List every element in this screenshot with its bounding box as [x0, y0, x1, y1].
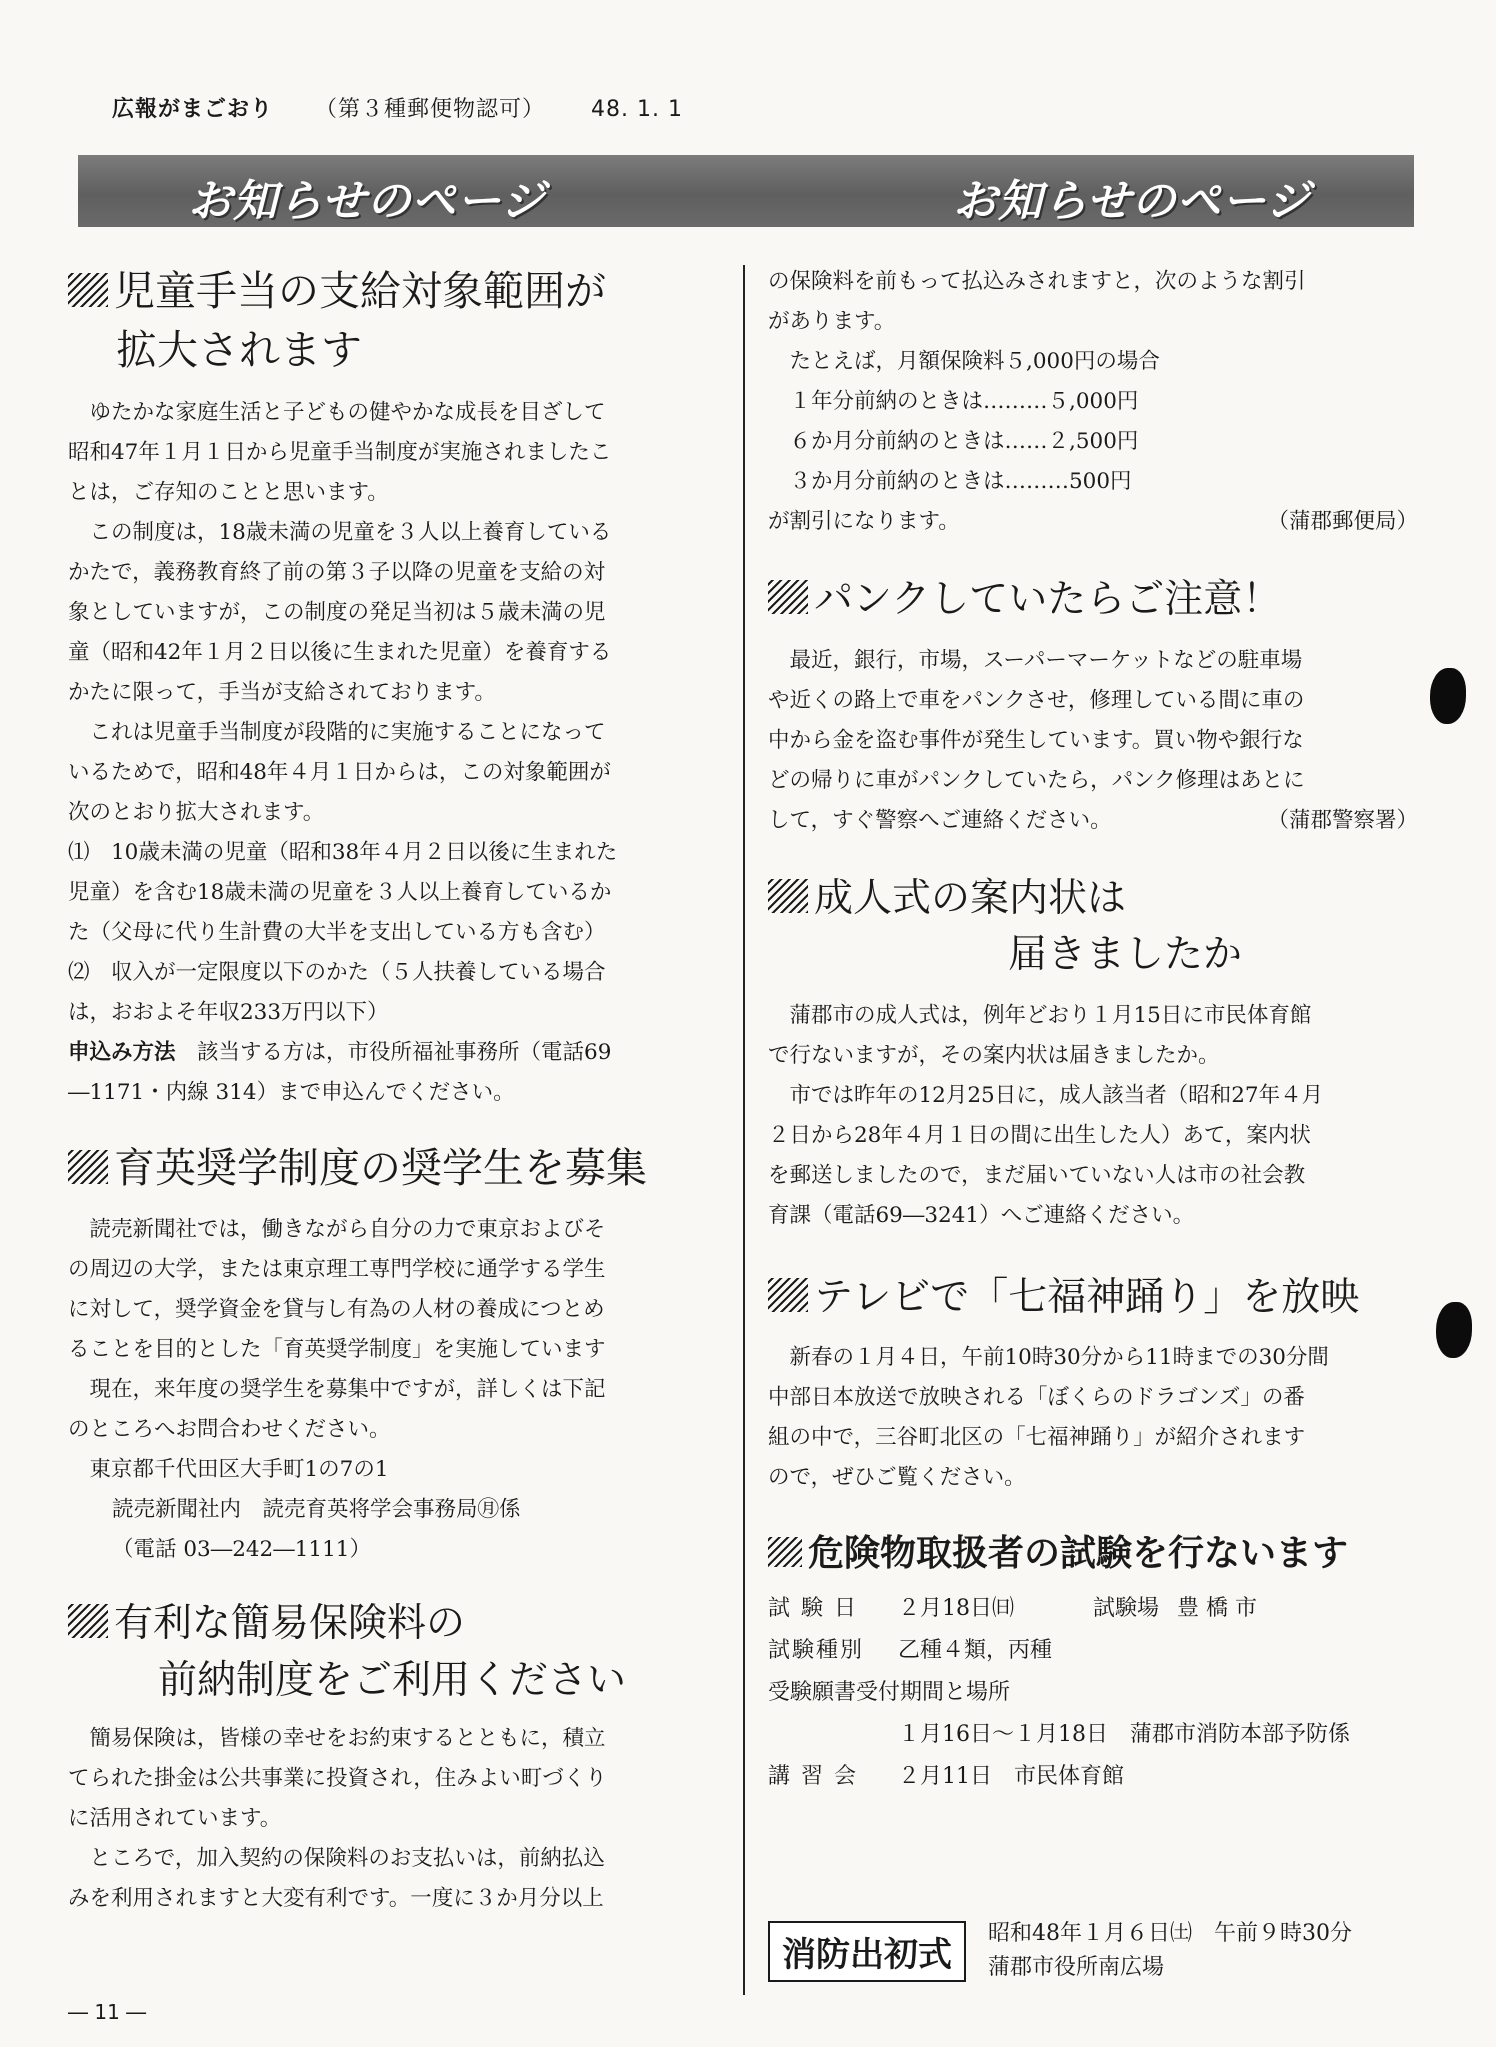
punch-hole-mark	[1430, 668, 1466, 724]
article-body	[68, 1719, 713, 1919]
exam-course-row	[768, 1756, 1418, 1798]
exam-date-label: 試 験 日	[768, 1596, 858, 1622]
body-line: 蒲郡市の成人式は，例年どおり１月15日に市民体育館	[789, 1002, 1312, 1028]
left-column	[68, 262, 713, 1919]
body-line: の保険料を前もって払込みされますと，次のような割引	[768, 269, 1306, 294]
exam-type-row	[768, 1630, 1418, 1672]
article-title	[768, 871, 1418, 984]
body-line: は，おおよそ年収233万円以下）	[68, 999, 389, 1025]
article-body	[768, 996, 1418, 1236]
banner-title-left: お知らせのページ	[188, 176, 546, 227]
punch-hole-mark	[1436, 1302, 1472, 1358]
article-hazmat-exam	[768, 1528, 1418, 1798]
body-line: 読売新聞社では，働きながら自分の力で東京およびそ	[89, 1217, 606, 1243]
body-line: 昭和47年１月１日から児童手当制度が実施されましたこ	[68, 439, 612, 465]
title-line-1: 育英奨学制度の奨学生を募集	[114, 1143, 647, 1192]
body-line: 市では昨年の12月25日に，成人該当者（昭和27年４月	[789, 1082, 1324, 1108]
exam-period-value: １月16日～１月18日 蒲郡市消防本部予防係	[898, 1722, 1350, 1748]
body-line: ―1171・内線 314）まで申込んでください。	[68, 1079, 515, 1105]
body-line: 童（昭和42年１月２日以後に生まれた児童）を養育する	[68, 639, 612, 665]
body-line: の周辺の大学，または東京理工専門学校に通学する学生	[68, 1257, 606, 1283]
phone-line: （電話 03―242―1111）	[112, 1537, 371, 1563]
body-line: 育課（電話69―3241）へご連絡ください。	[768, 1202, 1195, 1228]
exam-course-label: 講 習 会	[768, 1764, 858, 1790]
body-line: 現在，来年度の奨学生を募集中ですが，詳しくは下記	[89, 1377, 606, 1403]
body-line: ることを目的とした「育英奨学制度」を実施しています	[68, 1337, 606, 1363]
exam-place-value: 豊 橋 市	[1177, 1596, 1258, 1622]
body-line: ところで，加入契約の保険料のお支払いは，前納払込	[89, 1846, 605, 1872]
exam-period-value-row	[768, 1714, 1418, 1756]
body-line: 象としていますが，この制度の発足当初は５歳未満の児	[68, 599, 606, 625]
newsletter-title: 広報がまごおり	[112, 97, 274, 122]
body-line: があります。	[768, 309, 896, 334]
hatch-mark-icon	[68, 1150, 108, 1184]
exam-place-label: 試験場	[1093, 1596, 1160, 1622]
body-line: いるためで，昭和48年４月１日からは，この対象範囲が	[68, 759, 611, 785]
article-body	[68, 1210, 713, 1570]
article-title	[68, 1596, 713, 1709]
body-line: のところへお問合わせください。	[68, 1417, 391, 1443]
ceremony-datetime: 昭和48年１月６日㈯ 午前９時30分	[988, 1921, 1352, 1946]
body-line: に活用されています。	[68, 1806, 282, 1832]
body-line: この制度は，18歳未満の児童を３人以上養育している	[89, 519, 612, 545]
hatch-mark-icon	[768, 879, 808, 913]
body-line: かたで，義務教育終了前の第３子以降の児童を支給の対	[68, 559, 606, 585]
address-line: 東京都千代田区大手町1の7の1	[89, 1457, 389, 1483]
body-line: ⑵ 収入が一定限度以下のかた（５人扶養している場合	[68, 959, 606, 985]
body-line: ゆたかな家庭生活と子どもの健やかな成長を目ざして	[89, 399, 606, 425]
body-line: 児童）を含む18歳未満の児童を３人以上養育しているか	[68, 879, 612, 905]
body-line: 中部日本放送で放映される「ぼくらのドラゴンズ」の番	[768, 1385, 1305, 1411]
body-line: 簡易保険は，皆様の幸せをお約束するとともに，積立	[89, 1726, 606, 1752]
article-coming-of-age	[768, 871, 1418, 1236]
exam-date-row	[768, 1588, 1418, 1630]
body-line	[768, 801, 1418, 841]
title-line-1: テレビで「七福神踊り」を放映	[814, 1274, 1360, 1320]
title-line-1: 有利な簡易保険料の	[114, 1601, 466, 1647]
body-line: とは，ご存知のことと思います。	[68, 479, 389, 505]
right-column	[768, 262, 1418, 1798]
hatch-mark-icon	[768, 580, 808, 614]
exam-type-label: 試験種別	[768, 1638, 865, 1664]
title-line-1: 危険物取扱者の試験を行ないます	[808, 1533, 1349, 1575]
rate-line: ３か月分前納のときは………500円	[789, 469, 1132, 494]
article-body	[68, 393, 713, 1113]
issue-date: 48. 1. 1	[591, 97, 683, 122]
body-line: 組の中で，三谷町北区の「七福神踊り」が紹介されます	[768, 1425, 1306, 1451]
article-insurance	[68, 1596, 713, 1919]
body-line: 中から金を盗む事件が発生しています。買い物や銀行な	[768, 727, 1304, 753]
title-line-1: 児童手当の支給対象範囲が	[114, 267, 606, 315]
body-line: で行ないますが，その案内状は届きましたか。	[768, 1042, 1220, 1068]
hatch-mark-icon	[768, 1278, 808, 1312]
article-body	[768, 641, 1418, 841]
article-title	[768, 1528, 1418, 1580]
section-banner	[78, 155, 1414, 227]
insurance-continued	[768, 262, 1418, 542]
tail-line	[768, 502, 1418, 542]
body-line: みを利用されますと大変有利です。一度に３か月分以上	[68, 1886, 604, 1912]
banner-title-right: お知らせのページ	[953, 176, 1311, 227]
column-divider	[743, 265, 745, 1995]
article-title	[768, 572, 1418, 629]
title-line-2: 届きましたか	[1008, 932, 1243, 978]
title-line-1: パンクしていたらご注意！	[814, 577, 1282, 622]
body-line: ので，ぜひご覧ください。	[768, 1465, 1026, 1491]
article-title	[68, 262, 713, 381]
hatch-mark-icon	[68, 1604, 108, 1638]
ceremony-venue: 蒲郡市役所南広場	[988, 1955, 1165, 1980]
exam-type-value: 乙種４類，丙種	[898, 1638, 1053, 1664]
body-line: を郵送しましたので，まだ届いていない人は市の社会教	[768, 1162, 1306, 1188]
apply-text: 該当する方は，市役所福祉事務所（電話69	[197, 1039, 612, 1065]
body-line: 新春の１月４日，午前10時30分から11時までの30分間	[789, 1345, 1329, 1371]
exam-period-row	[768, 1672, 1418, 1714]
hatch-mark-icon	[68, 273, 108, 307]
source: （蒲郡警察署）	[1267, 807, 1418, 833]
body-line: に対して，奨学資金を貸与し有為の人材の養成につとめ	[68, 1297, 605, 1323]
tail-text: が割引になります。	[768, 509, 960, 534]
exam-course-value: ２月11日 市民体育館	[898, 1764, 1124, 1790]
exam-details	[768, 1588, 1418, 1798]
exam-date-value: ２月18日㈰	[898, 1596, 1014, 1622]
body-line: た（父母に代り生計費の大半を支出している方も含む）	[68, 919, 606, 945]
body-line: ２日から28年４月１日の間に出生した人）あて，案内状	[768, 1122, 1311, 1148]
hatch-mark-icon	[768, 1537, 802, 1567]
body-line: どの帰りに車がパンクしていたら，パンク修理はあとに	[768, 767, 1305, 793]
address-line: 読売新聞社内 読売育英将学会事務局㊊係	[112, 1497, 521, 1523]
body-line: てられた掛金は公共事業に投資され，住みよい町づくり	[68, 1766, 607, 1792]
body-line: ⑴ 10歳未満の児童（昭和38年４月２日以後に生まれた	[68, 839, 618, 865]
source: （蒲郡郵便局）	[1267, 509, 1418, 534]
fire-brigade-ceremony	[768, 1917, 1352, 1985]
masthead	[112, 92, 683, 123]
rate-line: ６か月分前納のときは……２,500円	[789, 429, 1139, 454]
body-line: や近くの路上で車をパンクさせ，修理している間に車の	[768, 687, 1305, 713]
body-line: 最近，銀行，市場，スーパーマーケットなどの駐車場	[789, 647, 1303, 673]
exam-period-label: 受験願書受付期間と場所	[768, 1680, 1011, 1706]
article-body	[768, 1338, 1418, 1498]
article-title	[68, 1139, 713, 1198]
page-number: ― 11 ―	[68, 2000, 147, 2024]
body-line: かたに限って，手当が支給されております。	[68, 679, 496, 705]
apply-line	[68, 1033, 713, 1073]
ceremony-title-box: 消防出初式	[768, 1921, 966, 1982]
article-child-allowance	[68, 262, 713, 1113]
title-line-2: 拡大されます	[116, 326, 362, 375]
body-line: 次のとおり拡大されます。	[68, 799, 325, 825]
postal-permit: （第３種郵便物認可）	[315, 97, 546, 122]
example-line: たとえば，月額保険料５,000円の場合	[789, 349, 1160, 374]
apply-label: 申込み方法	[68, 1039, 176, 1065]
article-title	[768, 1270, 1418, 1327]
title-line-2: 前納制度をご利用ください	[158, 1657, 627, 1703]
title-line-1: 成人式の案内状は	[814, 875, 1127, 921]
article-tv-broadcast	[768, 1270, 1418, 1499]
article-flat-tire	[768, 572, 1418, 841]
rate-line: １年分前納のときは………５,000円	[789, 389, 1139, 414]
body-text: して，すぐ警察へご連絡ください。	[768, 807, 1112, 833]
ceremony-details	[988, 1917, 1352, 1985]
article-scholarship	[68, 1139, 713, 1570]
body-line: これは児童手当制度が段階的に実施することになって	[89, 719, 606, 745]
